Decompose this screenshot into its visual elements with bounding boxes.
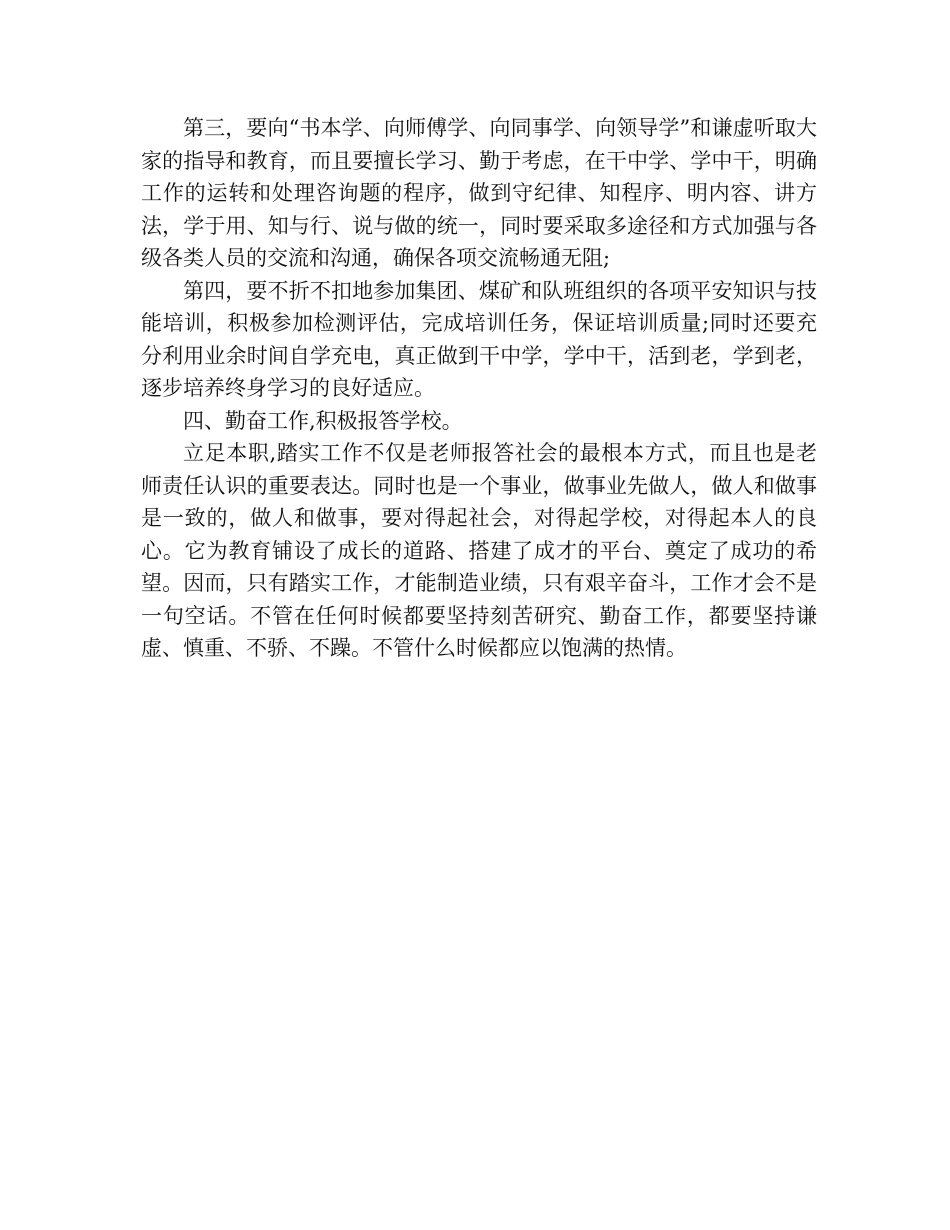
paragraph-fourth-point: 第四，要不折不扣地参加集团、煤矿和队班组织的各项平安知识与技能培训，积极参加检测评估，完成培训任务，保证培训质量;同时还要充分利用业余时间自学充电，真正做到干中学，学中干，活到老，学到老，逐步培养终身学习的良好适应。 xyxy=(141,278,817,400)
paragraph-third-point: 第三，要向“书本学、向师傅学、向同事学、向领导学”和谦虚听取大家的指导和教育，而且要擅长学习、勤于考虑，在干中学、学中干，明确工作的运转和处理咨询题的程序，做到守纪律、知程序、明内容、讲方法，学于用、知与行、说与做的统一，同时要采取多途径和方式加强与各级各类人员的交流和沟通，确保各项交流畅通无阻; xyxy=(141,116,817,270)
paragraph-work-diligently: 立足本职,踏实工作不仅是老师报答社会的最根本方式，而且也是老师责任认识的重要表达。同时也是一个事业，做事业先做人，做人和做事是一致的，做人和做事，要对得起社会，对得起学校，对得起本人的良心。它为教育铺设了成长的道路、搭建了成才的平台、奠定了成功的希望。因而，只有踏实工作，才能制造业绩，只有艰辛奋斗，工作才会不是一句空话。不管在任何时候都要坚持刻苦研究、勤奋工作，都要坚持谦虚、慎重、不骄、不躁。不管什么时候都应以饱满的热情。 xyxy=(141,441,817,660)
document-page xyxy=(141,112,817,665)
section-heading-four: 四、勤奋工作,积极报答学校。 xyxy=(183,408,463,433)
